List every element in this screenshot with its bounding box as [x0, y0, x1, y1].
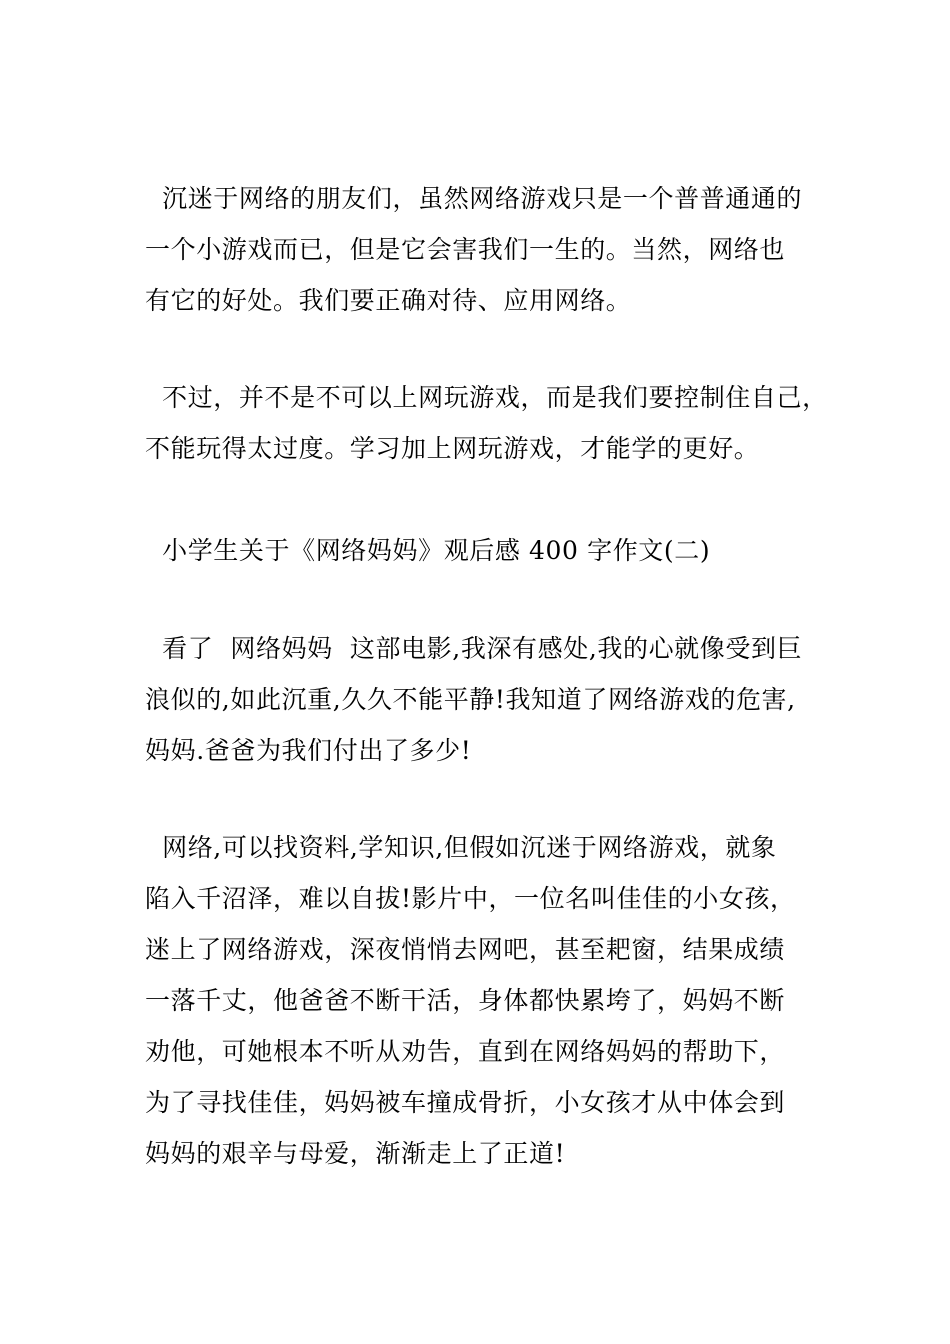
text-line: 浪似的,如此沉重,久久不能平静!我知道了网络游戏的危害, — [145, 685, 796, 714]
text-line: 妈妈的艰辛与母爱，渐渐走上了正道! — [145, 1139, 566, 1168]
text-line: 沉迷于网络的朋友们，虽然网络游戏只是一个普普通通的 — [145, 184, 803, 213]
text-line: 网络,可以找资料,学知识,但假如沉迷于网络游戏，就象 — [145, 833, 777, 862]
text-line: 陷入千沼泽，难以自拔!影片中，一位名叫佳佳的小女孩， — [145, 884, 796, 913]
text-line: 迷上了网络游戏，深夜悄悄去网吧，甚至耙窗，结果成绩 — [145, 935, 786, 964]
paragraph-3 — [145, 623, 825, 776]
text-line: 为了寻找佳佳，妈妈被车撞成骨折，小女孩才从中体会到 — [145, 1088, 786, 1117]
text-line: 看了 网络妈妈 这部电影,我深有感处,我的心就像受到巨 — [145, 634, 803, 663]
text-line: 一落千丈，他爸爸不断干活，身体都快累垮了，妈妈不断 — [145, 986, 786, 1015]
text-line: 劝他，可她根本不听从劝告，直到在网络妈妈的帮助下， — [145, 1037, 786, 1066]
text-line: 一个小游戏而已，但是它会害我们一生的。当然，网络也 — [145, 235, 786, 264]
paragraph-1 — [145, 173, 825, 326]
paragraph-2 — [145, 372, 828, 474]
text-line: 有它的好处。我们要正确对待、应用网络。 — [145, 286, 632, 315]
text-line: 妈妈.爸爸为我们付出了多少! — [145, 736, 472, 765]
text-line: 不过，并不是不可以上网玩游戏，而是我们要控制住自己， — [145, 383, 828, 412]
text-line: 不能玩得太过度。学习加上网玩游戏，才能学的更好。 — [145, 434, 760, 463]
essay-subtitle — [145, 525, 825, 576]
paragraph-4 — [145, 822, 825, 1179]
subtitle-line: 小学生关于《网络妈妈》观后感 400 字作文(二) — [145, 536, 711, 565]
